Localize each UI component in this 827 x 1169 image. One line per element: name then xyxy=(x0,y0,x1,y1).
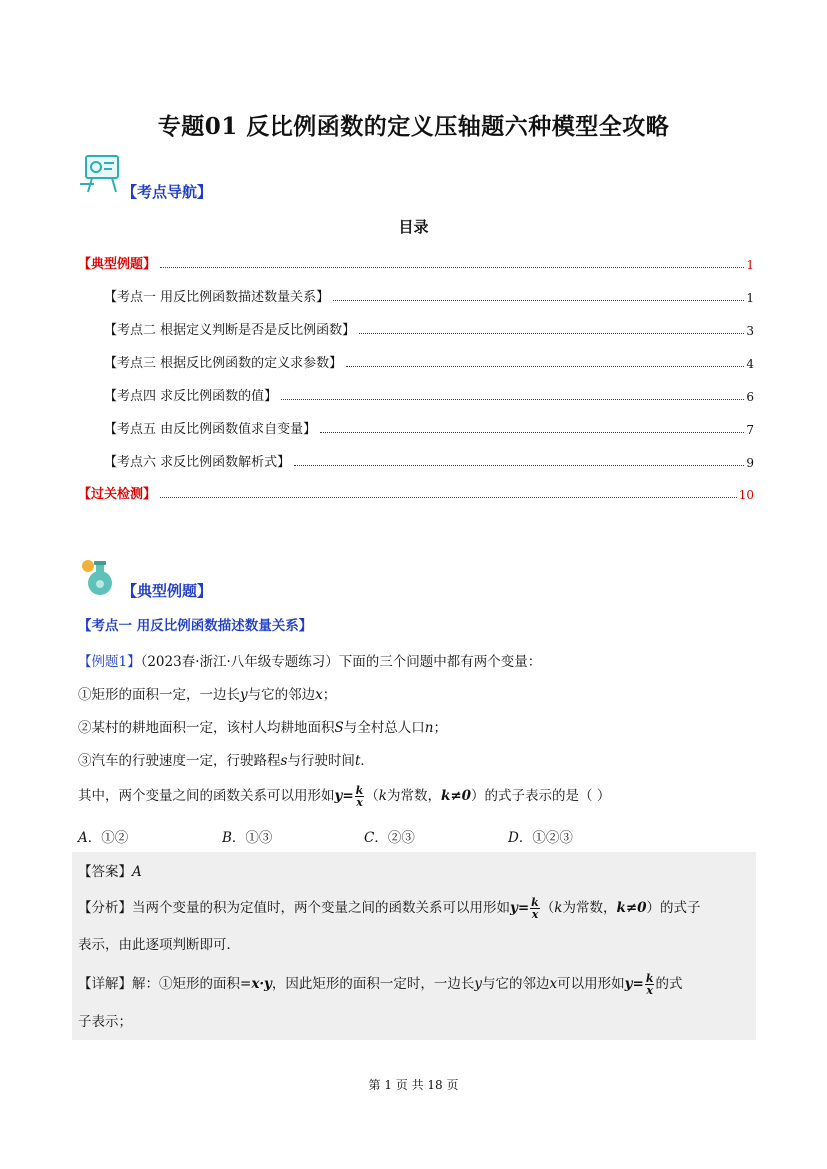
example-intro xyxy=(78,650,754,670)
toc-row-label: 【过关检测】 xyxy=(78,487,157,502)
toc-row-page: 3 xyxy=(746,324,754,338)
toc-row-page: 6 xyxy=(746,390,754,404)
fraction-k-over-x: $\frac{k}{x}$ xyxy=(645,972,654,997)
toc-heading: 目录 xyxy=(398,218,429,236)
toc-row[interactable] xyxy=(104,285,754,305)
toc-row-page: 10 xyxy=(738,488,754,502)
toc-row-label: 【考点二 根据定义判断是否是反比例函数】 xyxy=(104,323,356,338)
detail-line: 【详解】解：①矩形的面积=x·y，因此矩形的面积一定时，一边长y与它的邻边x可以用形如y= $\frac{k}{x}$ 的式 xyxy=(78,972,683,997)
fraction-k-over-x: $\frac{k}{x}$ xyxy=(355,784,364,809)
toc-leader-dots xyxy=(346,366,744,367)
answer-line: 【答案】A xyxy=(78,864,142,880)
toc-leader-dots xyxy=(160,267,744,268)
example-item-2: ②某村的耕地面积一定，该村人均耕地面积S与全村总人口n； xyxy=(78,720,447,736)
toc-leader-dots xyxy=(333,300,744,301)
toc-row-page: 7 xyxy=(746,423,754,437)
toc-leader-dots xyxy=(281,399,744,400)
toc-row-page: 4 xyxy=(746,357,754,371)
toc-leader-dots xyxy=(320,432,744,433)
toc-row-label: 【考点六 求反比例函数解析式】 xyxy=(104,455,291,470)
nav-label: 【考点导航】 xyxy=(122,183,213,201)
analysis-line-2: 表示，由此逐项判断即可． xyxy=(78,937,240,953)
page-title: 专题01 反比例函数的定义压轴题六种模型全攻略 xyxy=(157,113,670,140)
toc-row[interactable] xyxy=(104,450,754,470)
toc-row[interactable] xyxy=(104,417,754,437)
toc-leader-dots xyxy=(359,333,744,334)
section-label: 【典型例题】 xyxy=(122,582,213,600)
kaodian-heading: 【考点一 用反比例函数描述数量关系】 xyxy=(78,618,313,634)
flask-icon xyxy=(76,556,122,596)
example-tag: 【例题1】 xyxy=(78,654,141,670)
toc-row-label: 【考点一 用反比例函数描述数量关系】 xyxy=(104,290,330,305)
option-b[interactable]: B．①③ xyxy=(222,830,273,846)
toc-row[interactable] xyxy=(78,482,754,502)
detail-line-2: 子表示； xyxy=(78,1014,132,1030)
toc-row-label: 【考点五 由反比例函数值求自变量】 xyxy=(104,422,317,437)
toc-row-page: 1 xyxy=(746,258,754,272)
toc-leader-dots xyxy=(294,465,744,466)
fraction-k-over-x: $\frac{k}{x}$ xyxy=(531,896,539,921)
toc-row-label: 【考点三 根据反比例函数的定义求参数】 xyxy=(104,356,343,371)
example-source: （2023春·浙江·八年级专题练习）下面的三个问题中都有两个变量： xyxy=(140,654,542,670)
option-a[interactable]: A．①② xyxy=(78,830,129,846)
page-footer: 第 1 页 共 18 页 xyxy=(368,1078,459,1092)
toc-row-page: 1 xyxy=(746,291,754,305)
toc-row[interactable] xyxy=(104,351,754,371)
analysis-line: 【分析】当两个变量的积为定值时，两个变量之间的函数关系可以用形如y= $\frac{k}{x}$ （k为常数，k≠0）的式子 xyxy=(78,896,701,921)
option-c[interactable]: C．②③ xyxy=(364,830,415,846)
example-item-3: ③汽车的行驶速度一定，行驶路程s与行驶时间t． xyxy=(78,753,374,769)
option-d[interactable]: D．①②③ xyxy=(508,830,573,846)
toc-row[interactable] xyxy=(104,384,754,404)
example-item-1: ①矩形的面积一定，一边长y与它的邻边x； xyxy=(78,687,337,703)
toc-leader-dots xyxy=(160,497,737,498)
toc-row-page: 9 xyxy=(746,456,754,470)
answer-options xyxy=(78,826,754,846)
toc-row[interactable] xyxy=(78,252,754,272)
toc-row-label: 【典型例题】 xyxy=(78,257,157,272)
toc-row[interactable] xyxy=(104,318,754,338)
example-question: 其中，两个变量之间的函数关系可以用形如y= $\frac{k}{x}$ （k为常数，k≠0）的式子表示的是（ ） xyxy=(78,784,611,809)
presentation-board-icon xyxy=(78,154,122,194)
toc-row-label: 【考点四 求反比例函数的值】 xyxy=(104,389,278,404)
